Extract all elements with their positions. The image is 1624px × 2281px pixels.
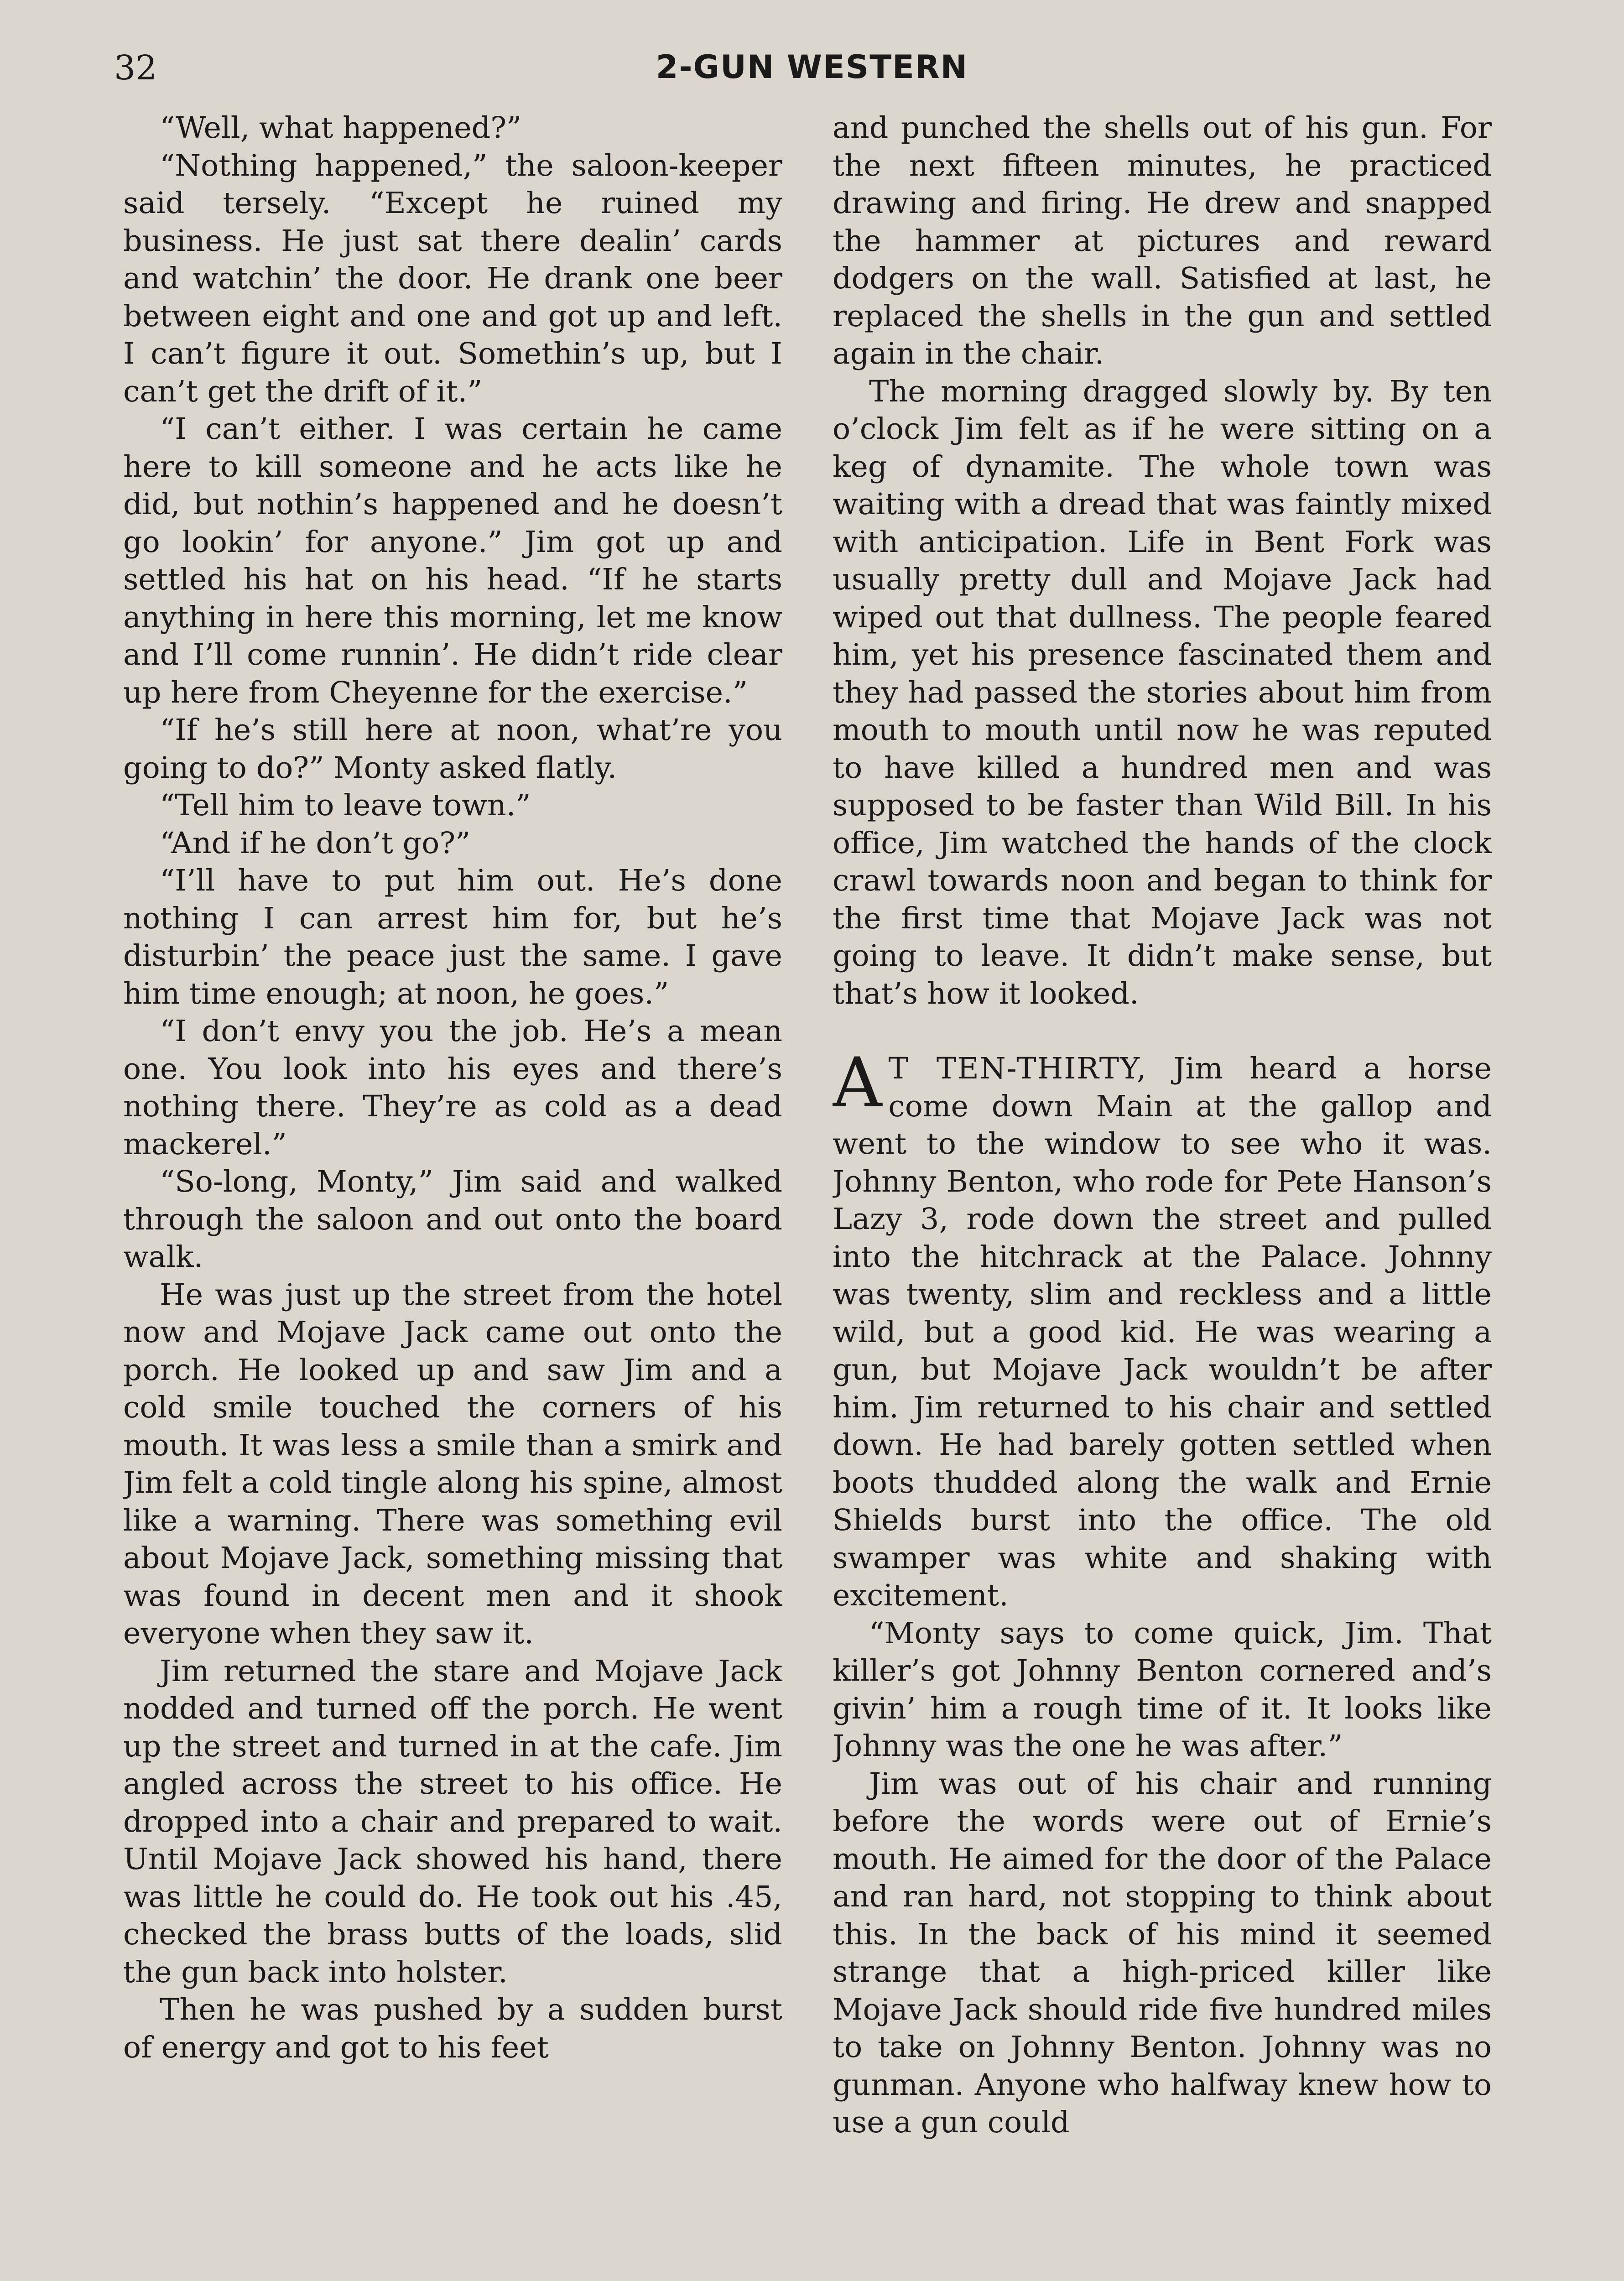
text-columns bbox=[123, 109, 1492, 2281]
left-column bbox=[123, 109, 782, 2281]
paragraph: “I can’t either. I was certain he came here to kill someone and he acts like he did, but nothin’s happened and he doesn’t go lookin’ for anyone.” Jim got up and settled his hat on his head. “If he starts anything in here this morning, let me know and I’ll come runnin’. He didn’t ride clear up here from Cheyenne for the exercise.” bbox=[123, 412, 782, 710]
paragraph: He was just up the street from the hotel now and Mojave Jack came out onto the porch. He looked up and saw Jim and a cold smile touched the corners of his mouth. It was less a smile than a smirk and Jim felt a cold tingle along his spine, almost like a warning. There was something evil about Mojave Jack, something missing that was found in decent men and it shook everyone when they saw it. bbox=[123, 1277, 782, 1651]
paragraph: “If he’s still here at noon, what’re you going to do?” Monty asked flatly. bbox=[123, 713, 782, 785]
magazine-title: 2-GUN WESTERN bbox=[656, 48, 968, 86]
paragraph: “And if he don’t go?” bbox=[160, 826, 471, 860]
section-opening-paragraph bbox=[833, 1043, 1492, 1615]
paragraph: The morning dragged slowly by. By ten o’clock Jim felt as if he were sitting on a keg of dynamite. The whole town was waiting with a dread that was faintly mixed with anticipation. Life in Bent Fork was usually pretty dull and Mojave Jack had wiped out that dullness. The people feared him, yet his presence fascinated them and they had passed the stories about him from mouth to mouth until now he was reputed to have killed a hundred men and was supposed to be faster than Wild Bill. In his office, Jim watched the hands of the clock crawl towards noon and began to think for the first time that Mojave Jack was not going to leave. It didn’t make sense, but that’s how it looked. bbox=[833, 374, 1492, 1011]
page-header bbox=[114, 44, 1510, 94]
paragraph: “Tell him to leave town.” bbox=[160, 788, 531, 823]
page-number: 32 bbox=[114, 48, 157, 88]
right-column bbox=[833, 109, 1492, 2281]
paragraph: “I’ll have to put him out. He’s done nothing I can arrest him for, but he’s disturbin’ the peace just the same. I gave him time enough; at noon, he goes.” bbox=[123, 864, 782, 1011]
paragraph-continuation: and punched the shells out of his gun. For the next fifteen minutes, he practiced drawing and firing. He drew and snapped the hammer at pictures and reward dodgers on the wall. Satisfied at last, he replaced the shells in the gun and settled again in the chair. bbox=[833, 111, 1492, 371]
paragraph: “Nothing happened,” the saloon-keeper said tersely. “Except he ruined my business. He just sat there dealin’ cards and watchin’ the door. He drank one beer between eight and one and got up and left. I can’t figure it out. Somethin’s up, but I can’t get the drift of it.” bbox=[123, 148, 782, 409]
paragraph: “I don’t envy you the job. He’s a mean one. You look into his eyes and there’s nothing there. They’re as cold as a dead mackerel.” bbox=[123, 1014, 782, 1161]
paragraph: Then he was pushed by a sudden burst of energy and got to his feet bbox=[123, 1993, 782, 2065]
paragraph: “So-long, Monty,” Jim said and walked through the saloon and out onto the board walk. bbox=[123, 1165, 782, 1274]
drop-cap: A bbox=[833, 1043, 882, 1123]
section-text: Jim heard a horse come down Main at the gallop and went to the window to see who it was. Johnny Benton, who rode for Pete Hanson’s Lazy 3, rode down the street and pulled into the hitchrack at the Palace. Johnny was twenty, slim and reckless and a little wild, but a good kid. He was wearing a gun, but Mojave Jack wouldn’t be after him. Jim returned to his chair and settled down. He had barely gotten settled when boots thudded along the walk and Ernie Shields burst into the office. The old swamper was white and shaking with excitement. bbox=[833, 1052, 1492, 1613]
paragraph: Jim was out of his chair and running before the words were out of Ernie’s mouth. He aimed for the door of the Palace and ran hard, not stopping to think about this. In the back of his mind it seemed strange that a high-priced killer like Mojave Jack should ride five hundred miles to take on Johnny Benton. Johnny was no gunman. Anyone who halfway knew how to use a gun could bbox=[833, 1766, 1492, 2140]
section-lead-in: T TEN-THIRTY, bbox=[888, 1052, 1147, 1086]
paragraph: “Well, what happened?” bbox=[160, 111, 522, 145]
paragraph: “Monty says to come quick, Jim. That killer’s got Johnny Benton cornered and’s givin’ him a rough time of it. It looks like Johnny was the one he was after.” bbox=[833, 1616, 1492, 1763]
paragraph: Jim returned the stare and Mojave Jack nodded and turned off the porch. He went up the street and turned in at the cafe. Jim angled across the street to his office. He dropped into a chair and prepared to wait. Until Mojave Jack showed his hand, there was little he could do. He took out his .45, checked the brass butts of the loads, slid the gun back into holster. bbox=[123, 1654, 782, 1989]
